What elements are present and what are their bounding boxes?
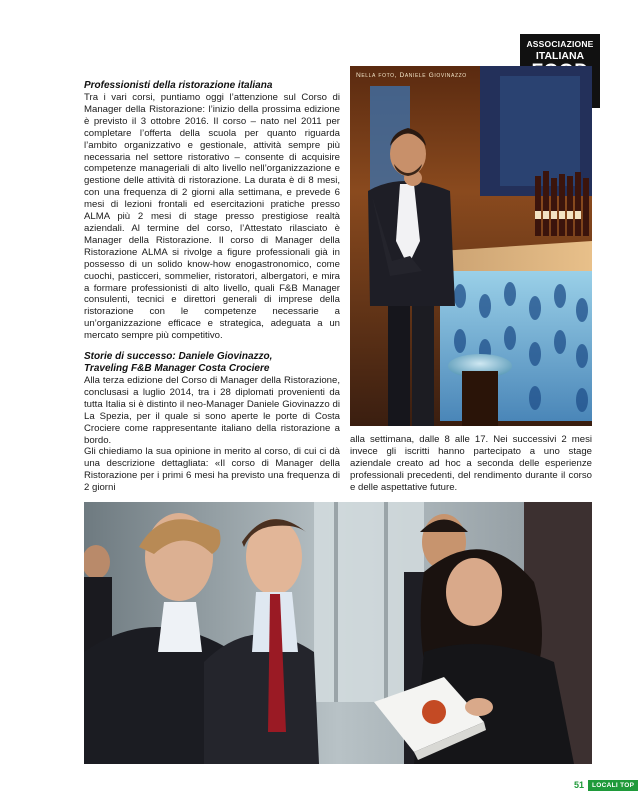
section-heading-storie-line1: Storie di successo: Daniele Giovinazzo,	[84, 351, 273, 363]
magazine-name-badge: LOCALI TOP	[588, 780, 638, 791]
photo-daniele-giovinazzo	[350, 66, 592, 426]
article-left-column	[84, 80, 340, 494]
section-body-storie-para2-continued: alla settimana, dalle 8 alle 17. Nei successivi 2 mesi invece gli iscritti hanno partecipato a uno stage aziendale creato ad hoc a seconda delle esperienze professionali precedenti, del rendimento durante il corso e delle aspettative future.	[350, 434, 592, 493]
photo-students-with-book	[84, 502, 592, 764]
section-heading-professionisti: Professionisti della ristorazione italiana	[84, 80, 273, 91]
page-number: 51	[574, 780, 585, 790]
photo-credit: Nella foto, Daniele Giovinazzo	[356, 72, 467, 79]
logo-line-2: ITALIANA	[535, 49, 585, 62]
article-right-column	[350, 434, 592, 494]
section-body-professionisti: Tra i vari corsi, puntiamo oggi l’attenzione sul Corso di Manager della Ristorazione: l’inizio della prossima edizione è previsto il 3 ottobre 2016. Il corso – nato nel 2011 per completare l’offerta della scuola per quanto riguarda l’ambito organizzativo e gestionale, attività sempre più necessaria nel settore ristorativo – consente di acquisire competenze manageriali di alto livello nell’organizzazione e gestione delle attività di ristorazione. La durata è di 8 mesi, con una frequenza di 2 giorni alla settimana, e prevede 6 mesi di lezioni frontali ed esercitazioni pratiche presso ALMA più 2 mesi di stage presso prestigiose realtà aziendali. Al termine del corso, l’Attestato rilasciato è Manager della Ristorazione. Il corso di Manager della Ristorazione ALMA si rivolge a figure professionali già in possesso di un solido know-how enogastronomico, come cuochi, pasticceri, sommelier, ristoratori, albergatori, e mira a formare professionisti di alto livello, quali F&B Manager consulenti, tecnici e direttori generali di imprese della ristorazione con le competenze necessarie a un’organizzazione efficace e strategica, adeguata a un mercato sempre più competitivo.	[84, 92, 340, 342]
section-heading-storie-line2: Traveling F&B Manager Costa Crociere	[84, 363, 270, 375]
page-footer	[574, 779, 638, 791]
section-body-storie-para1: Alla terza edizione del Corso di Manager della Ristorazione, conclusasi a luglio 2014, tra i 28 diplomati provenienti da tutta Italia si è distinto il neo-Manager Daniele Giovinazzo di La Spezia, per il quale si sono aperte le porte di Costa Crociere come rappresentante italiano della ristorazione a bordo.	[84, 375, 340, 446]
section-body-storie-para2: Gli chiediamo la sua opinione in merito al corso, di cui ci dà una descrizione dettagliata: «Il corso di Manager della Ristorazione per i primi 6 mesi ha previsto una frequenza di 2 giorni	[84, 446, 340, 494]
logo-line-1: ASSOCIAZIONE	[526, 39, 594, 49]
